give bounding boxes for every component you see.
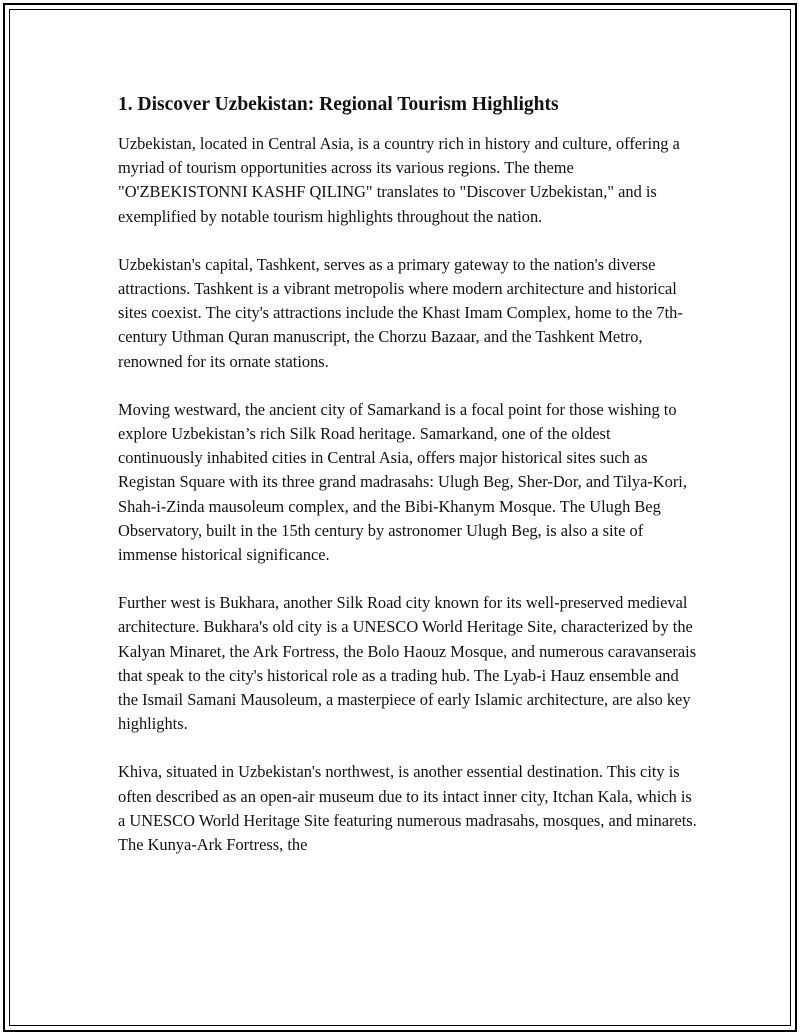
- paragraph-tashkent: Uzbekistan's capital, Tashkent, serves as a primary gateway to the nation's diverse attractions. Tashkent is a vibrant metropolis where modern architecture and historical sites coexist. The city's attractions include the Khast Imam Complex, home to the 7th-century Uthman Quran manuscript, the Chorzu Bazaar, and the Tashkent Metro, renowned for its ornate stations.: [118, 254, 683, 371]
- paragraph-khiva: Khiva, situated in Uzbekistan's northwest, is another essential destination. This city is often described as an open-air museum due to its intact inner city, Itchan Kala, which is a UNESCO World Heritage Site featuring numerous madrasahs, mosques, and minarets. The Kunya-Ark Fortress, the: [118, 762, 697, 855]
- section-heading: 1. Discover Uzbekistan: Regional Tourism Highlights: [118, 94, 559, 115]
- paragraph-bukhara: Further west is Bukhara, another Silk Road city known for its well-preserved medieval architecture. Bukhara's old city is a UNESCO World Heritage Site, characterized by the Kalyan Minaret, the Ark Fortress, the Bolo Haouz Mosque, and numerous caravanserais that speak to the city's historical role as a trading hub. The Lyab-i Hauz ensemble and the Ismail Samani Mausoleum, a masterpiece of early Islamic architecture, are also key highlights.: [118, 593, 697, 734]
- paragraph-intro: Uzbekistan, located in Central Asia, is a country rich in history and culture, offering a myriad of tourism opportunities across its various regions. The theme "O'ZBEKISTONNI KASHF QILING" translates to "Discover Uzbekistan," and is exemplified by notable tourism highlights throughout the nation.: [118, 134, 680, 226]
- document-content: [118, 92, 698, 881]
- paragraph-samarkand: Moving westward, the ancient city of Samarkand is a focal point for those wishing to explore Uzbekistan’s rich Silk Road heritage. Samarkand, one of the oldest continuously inhabited cities in Central Asia, offers major historical sites such as Registan Square with its three grand madrasahs: Ulugh Beg, Sher-Dor, and Tilya-Kori, Shah-i-Zinda mausoleum complex, and the Bibi-Khanym Mosque. The Ulugh Beg Observatory, built in the 15th century by astronomer Ulugh Beg, is also a site of immense historical significance.: [118, 399, 687, 565]
